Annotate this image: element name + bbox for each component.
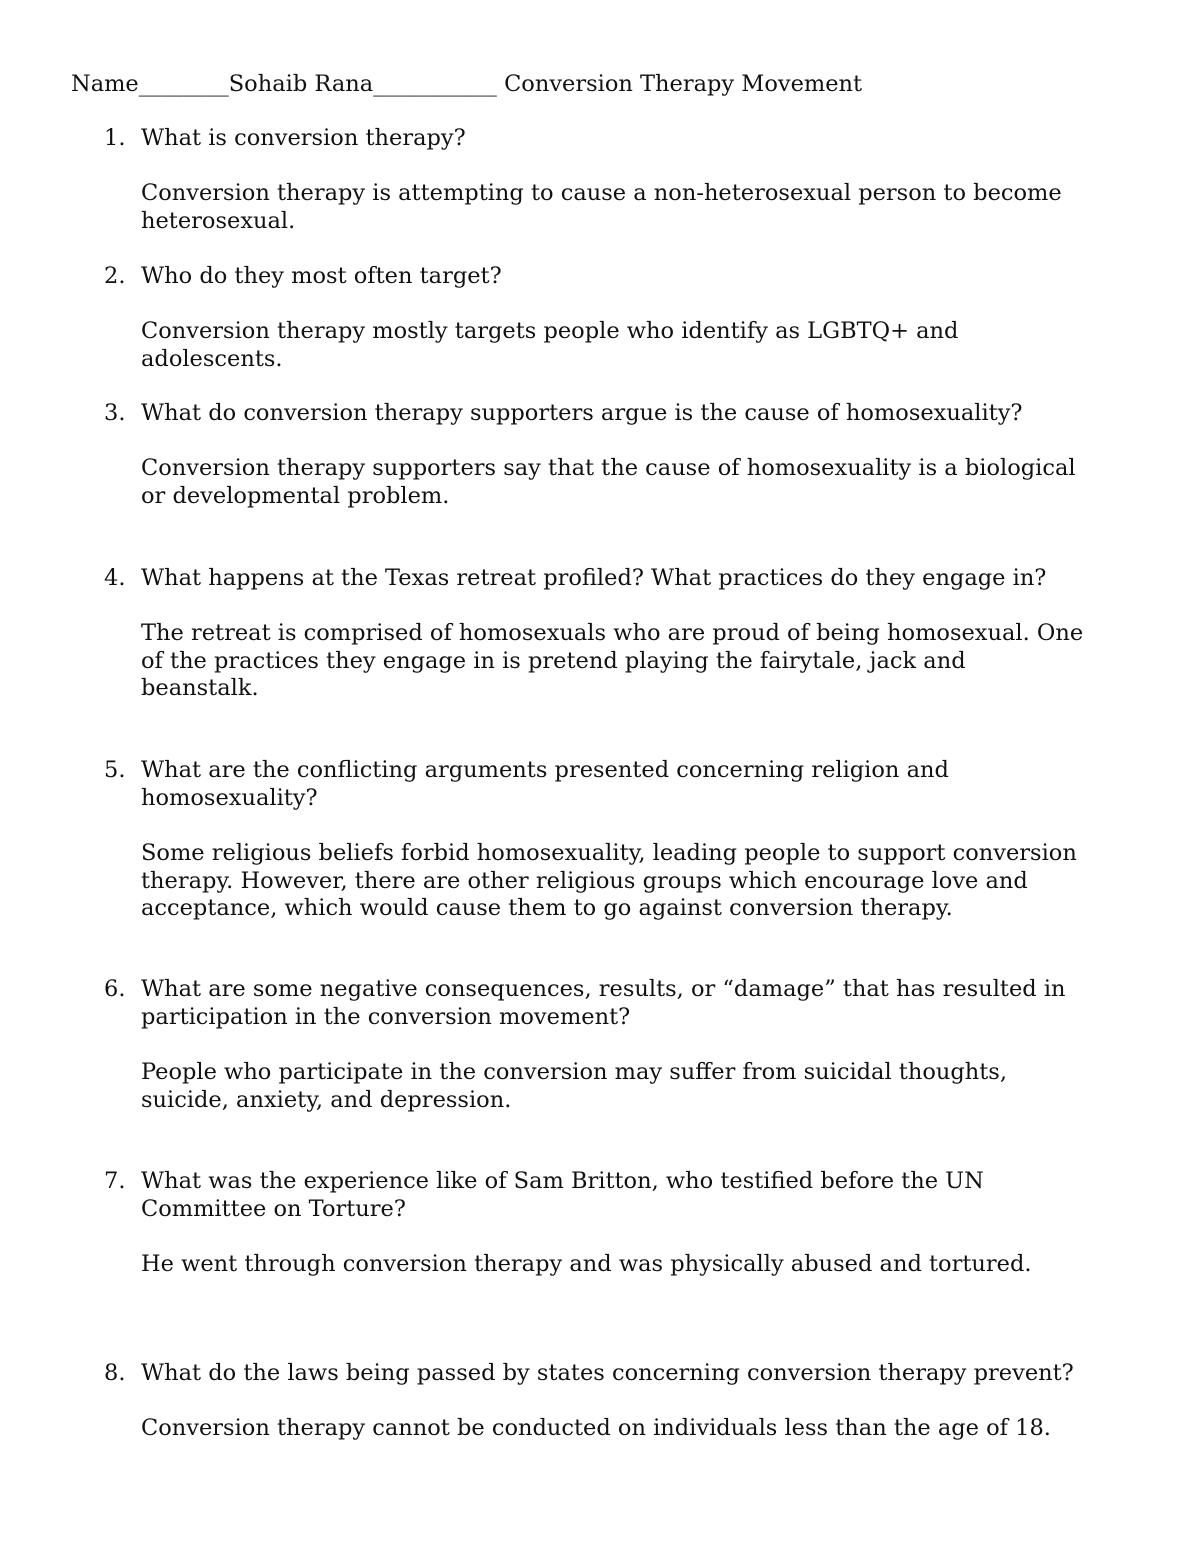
answer-text: [141, 318, 1141, 373]
question-line: participation in the conversion movement?: [141, 1003, 631, 1030]
student-name: Sohaib Rana: [228, 71, 374, 97]
question-line: What was the experience like of Sam Britton, who testified before the UN: [141, 1168, 984, 1194]
answer-line: heterosexual.: [141, 207, 296, 234]
answer-line: acceptance, which would cause them to go against conversion therapy.: [141, 895, 953, 921]
question-number: 2.: [104, 263, 126, 289]
question-text: [141, 976, 1141, 1031]
question-number: 6.: [104, 976, 126, 1002]
question-text: What is conversion therapy?: [141, 125, 466, 151]
answer-line: therapy. However, there are other religious groups which encourage love and: [141, 867, 1028, 894]
answer-text: [141, 1415, 1141, 1443]
answer-line: Conversion therapy mostly targets people who identify as LGBTQ+ and: [141, 318, 959, 344]
question-text: [141, 757, 1141, 812]
answer-line: He went through conversion therapy and was physically abused and tortured.: [141, 1251, 1032, 1277]
question-text: What do conversion therapy supporters argue is the cause of homosexuality?: [141, 400, 1023, 426]
answer-line: adolescents.: [141, 345, 283, 372]
question-number: 4.: [104, 565, 126, 591]
answer-text: [141, 180, 1141, 235]
question-number: 3.: [104, 400, 126, 426]
question-line: homosexuality?: [141, 784, 318, 811]
answer-line: of the practices they engage in is pretend playing the fairytale, jack and: [141, 647, 966, 674]
question-number: 8.: [104, 1360, 126, 1386]
document-header: [71, 71, 862, 99]
question-text: Who do they most often target?: [141, 263, 502, 289]
answer-line: People who participate in the conversion may suffer from suicidal thoughts,: [141, 1059, 1008, 1085]
question-line: What are some negative consequences, results, or “damage” that has resulted in: [141, 976, 1066, 1002]
answer-text: [141, 455, 1141, 510]
answer-text: [141, 840, 1141, 923]
answer-line: Conversion therapy cannot be conducted on individuals less than the age of 18.: [141, 1415, 1051, 1441]
answer-line: The retreat is comprised of homosexuals who are proud of being homosexual. One: [141, 620, 1084, 646]
question-text: [141, 1168, 1141, 1223]
question-text: What do the laws being passed by states concerning conversion therapy prevent?: [141, 1360, 1074, 1386]
answer-text: [141, 620, 1141, 703]
answer-line: Conversion therapy is attempting to cause a non-heterosexual person to become: [141, 180, 1062, 206]
question-text: What happens at the Texas retreat profiled? What practices do they engage in?: [141, 565, 1047, 591]
name-blank-left: ________: [138, 71, 229, 97]
question-line: Committee on Torture?: [141, 1195, 406, 1222]
name-blank-right: ___________: [373, 71, 497, 97]
answer-line: suicide, anxiety, and depression.: [141, 1086, 512, 1113]
name-label: Name: [71, 71, 139, 97]
answer-line: Conversion therapy supporters say that the cause of homosexuality is a biological: [141, 455, 1076, 481]
question-number: 5.: [104, 757, 126, 783]
answer-text: [141, 1251, 1141, 1279]
answer-line: Some religious beliefs forbid homosexuality, leading people to support conversion: [141, 840, 1077, 866]
answer-line: or developmental problem.: [141, 482, 450, 509]
answer-line: beanstalk.: [141, 675, 259, 701]
question-line: What are the conflicting arguments presented concerning religion and: [141, 757, 949, 783]
document-title: Conversion Therapy Movement: [504, 71, 863, 97]
question-number: 7.: [104, 1168, 126, 1194]
answer-text: [141, 1059, 1141, 1114]
question-number: 1.: [104, 125, 126, 151]
